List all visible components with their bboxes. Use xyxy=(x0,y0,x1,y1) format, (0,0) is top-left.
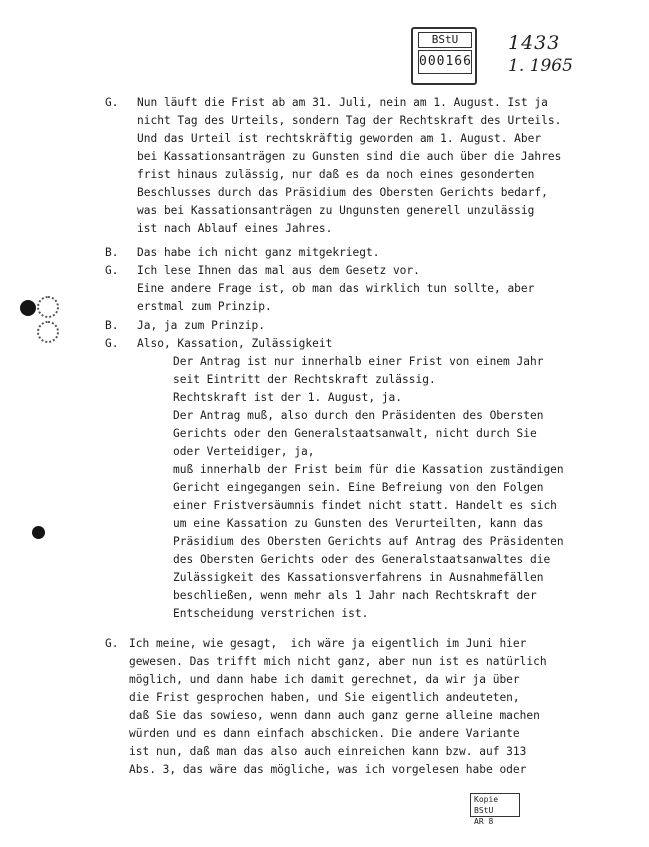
handwritten-annotation: 1. 1965 xyxy=(508,56,573,76)
text-line: erstmal zum Prinzip. xyxy=(137,300,272,313)
text-line: ist nach Ablauf eines Jahres. xyxy=(137,222,333,235)
text-line: Nun läuft die Frist ab am 31. Juli, nein am 1. August. Ist ja xyxy=(137,96,548,109)
text-line: einer Fristversäumnis findet nicht statt. Handelt es sich xyxy=(173,499,557,512)
text-line: nicht Tag des Urteils, sondern Tag der Rechtskraft des Urteils. xyxy=(137,114,562,127)
speaker-marker: B. xyxy=(105,246,119,259)
text-line: Rechtskraft ist der 1. August, ja. xyxy=(173,391,403,404)
copy-stamp-line1: Kopie BStU xyxy=(474,795,499,815)
speaker-marker: B. xyxy=(105,319,119,332)
text-line: Eine andere Frage ist, ob man das wirklich tun sollte, aber xyxy=(137,282,535,295)
punch-hole xyxy=(32,526,45,539)
text-line: Ich lese Ihnen das mal aus dem Gesetz vor. xyxy=(137,264,420,277)
text-line: Ja, ja zum Prinzip. xyxy=(137,319,265,332)
text-line: was bei Kassationsanträgen zu Ungunsten generell unzulässig xyxy=(137,204,535,217)
text-line: Zulässigkeit des Kassationsverfahrens in Ausnahmefällen xyxy=(173,571,544,584)
speaker-marker: G. xyxy=(105,96,119,109)
text-line: seit Eintritt der Rechtskraft zulässig. xyxy=(173,373,436,386)
text-line: daß Sie das sowieso, wenn dann auch ganz gerne alleine machen xyxy=(129,709,540,722)
text-line: Der Antrag muß, also durch den Präsidenten des Obersten xyxy=(173,409,544,422)
text-line: Präsidium des Obersten Gerichts auf Antrag des Präsidenten xyxy=(173,535,564,548)
text-line: muß innerhalb der Frist beim für die Kassation zuständigen xyxy=(173,463,564,476)
text-line: Gerichts oder den Generalstaatsanwalt, nicht durch Sie xyxy=(173,427,537,440)
stamp-number: 000166 xyxy=(418,50,472,74)
punch-hole-ring xyxy=(37,296,59,318)
handwritten-page-number: 1433 xyxy=(508,32,561,54)
text-line: Beschlusses durch das Präsidium des Obersten Gerichts bedarf, xyxy=(137,186,548,199)
text-line: Das habe ich nicht ganz mitgekriegt. xyxy=(137,246,380,259)
punch-hole xyxy=(20,300,36,316)
punch-hole-ring xyxy=(37,321,59,343)
copy-stamp xyxy=(470,793,520,826)
text-line: Also, Kassation, Zulässigkeit xyxy=(137,337,333,350)
text-line: Abs. 3, das wäre das mögliche, was ich vorgelesen habe oder xyxy=(129,763,527,776)
text-line: Und das Urteil ist rechtskräftig geworden am 1. August. Aber xyxy=(137,132,542,145)
text-line: ist nun, daß man das also auch einreichen kann bzw. auf 313 xyxy=(129,745,527,758)
text-line: Der Antrag ist nur innerhalb einer Frist von einem Jahr xyxy=(173,355,544,368)
text-line: möglich, und dann habe ich damit gerechnet, da wir ja über xyxy=(129,673,520,686)
speaker-marker: G. xyxy=(105,637,119,650)
text-line: beschließen, wenn mehr als 1 Jahr nach Rechtskraft der xyxy=(173,589,537,602)
text-line: oder Verteidiger, ja, xyxy=(173,445,315,458)
text-line: bei Kassationsanträgen zu Gunsten sind die auch über die Jahres xyxy=(137,150,562,163)
speaker-marker: G. xyxy=(105,337,119,350)
archive-stamp xyxy=(411,27,477,85)
speaker-marker: G. xyxy=(105,264,119,277)
text-line: gewesen. Das trifft mich nicht ganz, aber nun ist es natürlich xyxy=(129,655,547,668)
text-line: Entscheidung verstrichen ist. xyxy=(173,607,369,620)
copy-stamp-line2: AR 8 xyxy=(474,817,494,826)
text-line: Ich meine, wie gesagt, ich wäre ja eigentlich im Juni hier xyxy=(129,637,527,650)
text-line: die Frist gesprochen haben, und Sie eigentlich andeuteten, xyxy=(129,691,520,704)
text-line: um eine Kassation zu Gunsten des Verurteilten, kann das xyxy=(173,517,544,530)
text-line: frist hinaus zulässig, nur daß es da noch eines gesonderten xyxy=(137,168,535,181)
text-line: Gericht eingegangen sein. Eine Befreiung von den Folgen xyxy=(173,481,544,494)
text-line: des Obersten Gerichts oder des Generalstaatsanwaltes die xyxy=(173,553,551,566)
text-line: würden und es dann einfach abschicken. Die andere Variante xyxy=(129,727,520,740)
stamp-label: BStU xyxy=(418,32,472,48)
